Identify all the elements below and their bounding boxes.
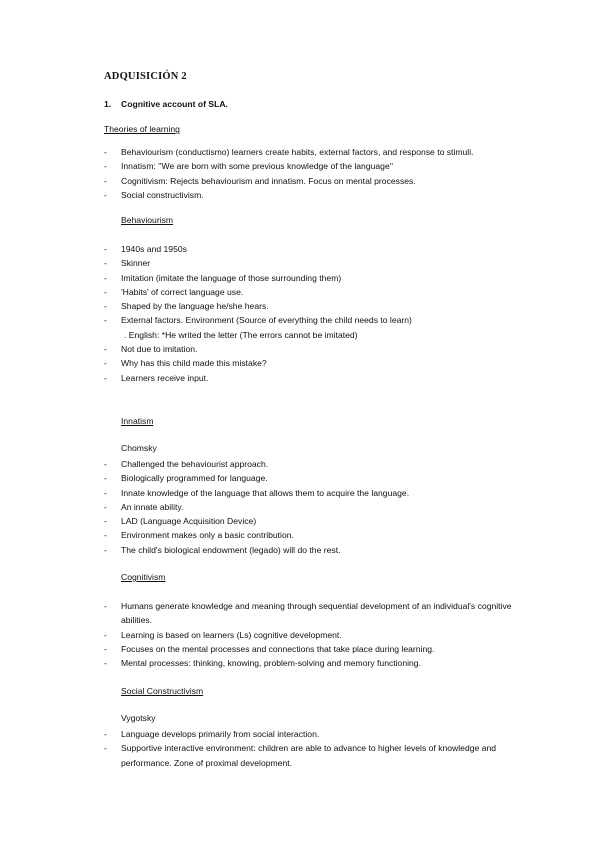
list-item: - Environment makes only a basic contribution. xyxy=(104,530,294,541)
cognitivism-title: Cognitivism xyxy=(121,572,166,582)
list-item: - Learners receive input. xyxy=(104,372,209,383)
list-item: - Not due to imitation. xyxy=(104,344,198,355)
list-item: - Learning is based on learners (Ls) cognitive development. xyxy=(104,629,342,640)
cognitivism-list xyxy=(104,599,521,670)
section-heading xyxy=(104,99,228,109)
list-item: - Focuses on the mental processes and connections that take place during learning. xyxy=(104,643,435,654)
list-item: - The child's biological endowment (legado) will do the rest. xyxy=(104,544,341,555)
list-item: - Language develops primarily from social interaction. xyxy=(104,729,320,739)
theories-list xyxy=(104,145,474,202)
list-item: - External factors. Environment (Source of everything the child needs to learn) xyxy=(104,315,412,326)
section-number: 1. xyxy=(104,99,112,109)
list-item: - Mental processes: thinking, knowing, problem-solving and memory functioning. xyxy=(104,658,421,669)
theories-title: Theories of learning xyxy=(104,124,180,134)
list-item: - Imitation (imitate the language of those surrounding them) xyxy=(104,272,342,283)
list-item: - Challenged the behaviourist approach. xyxy=(104,459,269,469)
list-item: - 1940s and 1950s xyxy=(104,244,187,254)
innatism-list xyxy=(104,457,409,557)
social-list xyxy=(104,727,521,770)
social-author: Vygotsky xyxy=(121,713,156,723)
list-item: - Skinner xyxy=(104,258,151,269)
list-item: - 'Habits' of correct language use. xyxy=(104,286,244,297)
list-item: - Innatism: ''We are born with some previous knowledge of the language'' xyxy=(104,161,394,172)
list-item: - Behaviourism (conductismo) learners create habits, external factors, and response to stimuli. xyxy=(104,147,474,157)
list-item: - Supportive interactive environment: children are able to advance to higher levels of knowledge and performance. Zone of proximal development. xyxy=(104,743,497,768)
innatism-author: Chomsky xyxy=(121,443,157,453)
list-item: - Cognitivism: Rejects behaviourism and innatism. Focus on mental processes. xyxy=(104,175,416,186)
section-heading-text: Cognitive account of SLA. xyxy=(121,99,228,109)
list-item: - Humans generate knowledge and meaning through sequential development of an individual's cognitive abilities. xyxy=(104,601,512,626)
list-item: - Biologically programmed for language. xyxy=(104,473,268,484)
list-item: - LAD (Language Acquisition Device) xyxy=(104,516,257,527)
behaviourism-list xyxy=(104,242,412,385)
behaviourism-title: Behaviourism xyxy=(121,215,174,225)
list-item: - An innate ability. xyxy=(104,501,184,512)
list-item: - Why has this child made this mistake? xyxy=(104,358,267,369)
social-constructivism-title: Social Constructivism xyxy=(121,686,204,696)
innatism-title: Innatism xyxy=(121,416,154,426)
list-item: - Social constructivism. xyxy=(104,189,204,200)
document-title: ADQUISICIÓN 2 xyxy=(104,71,187,82)
list-item: - Shaped by the language he/she hears. xyxy=(104,301,269,312)
list-subitem: . English: *He writed the letter (The errors cannot be imitated) xyxy=(124,329,358,340)
list-item: - Innate knowledge of the language that allows them to acquire the language. xyxy=(104,487,410,498)
